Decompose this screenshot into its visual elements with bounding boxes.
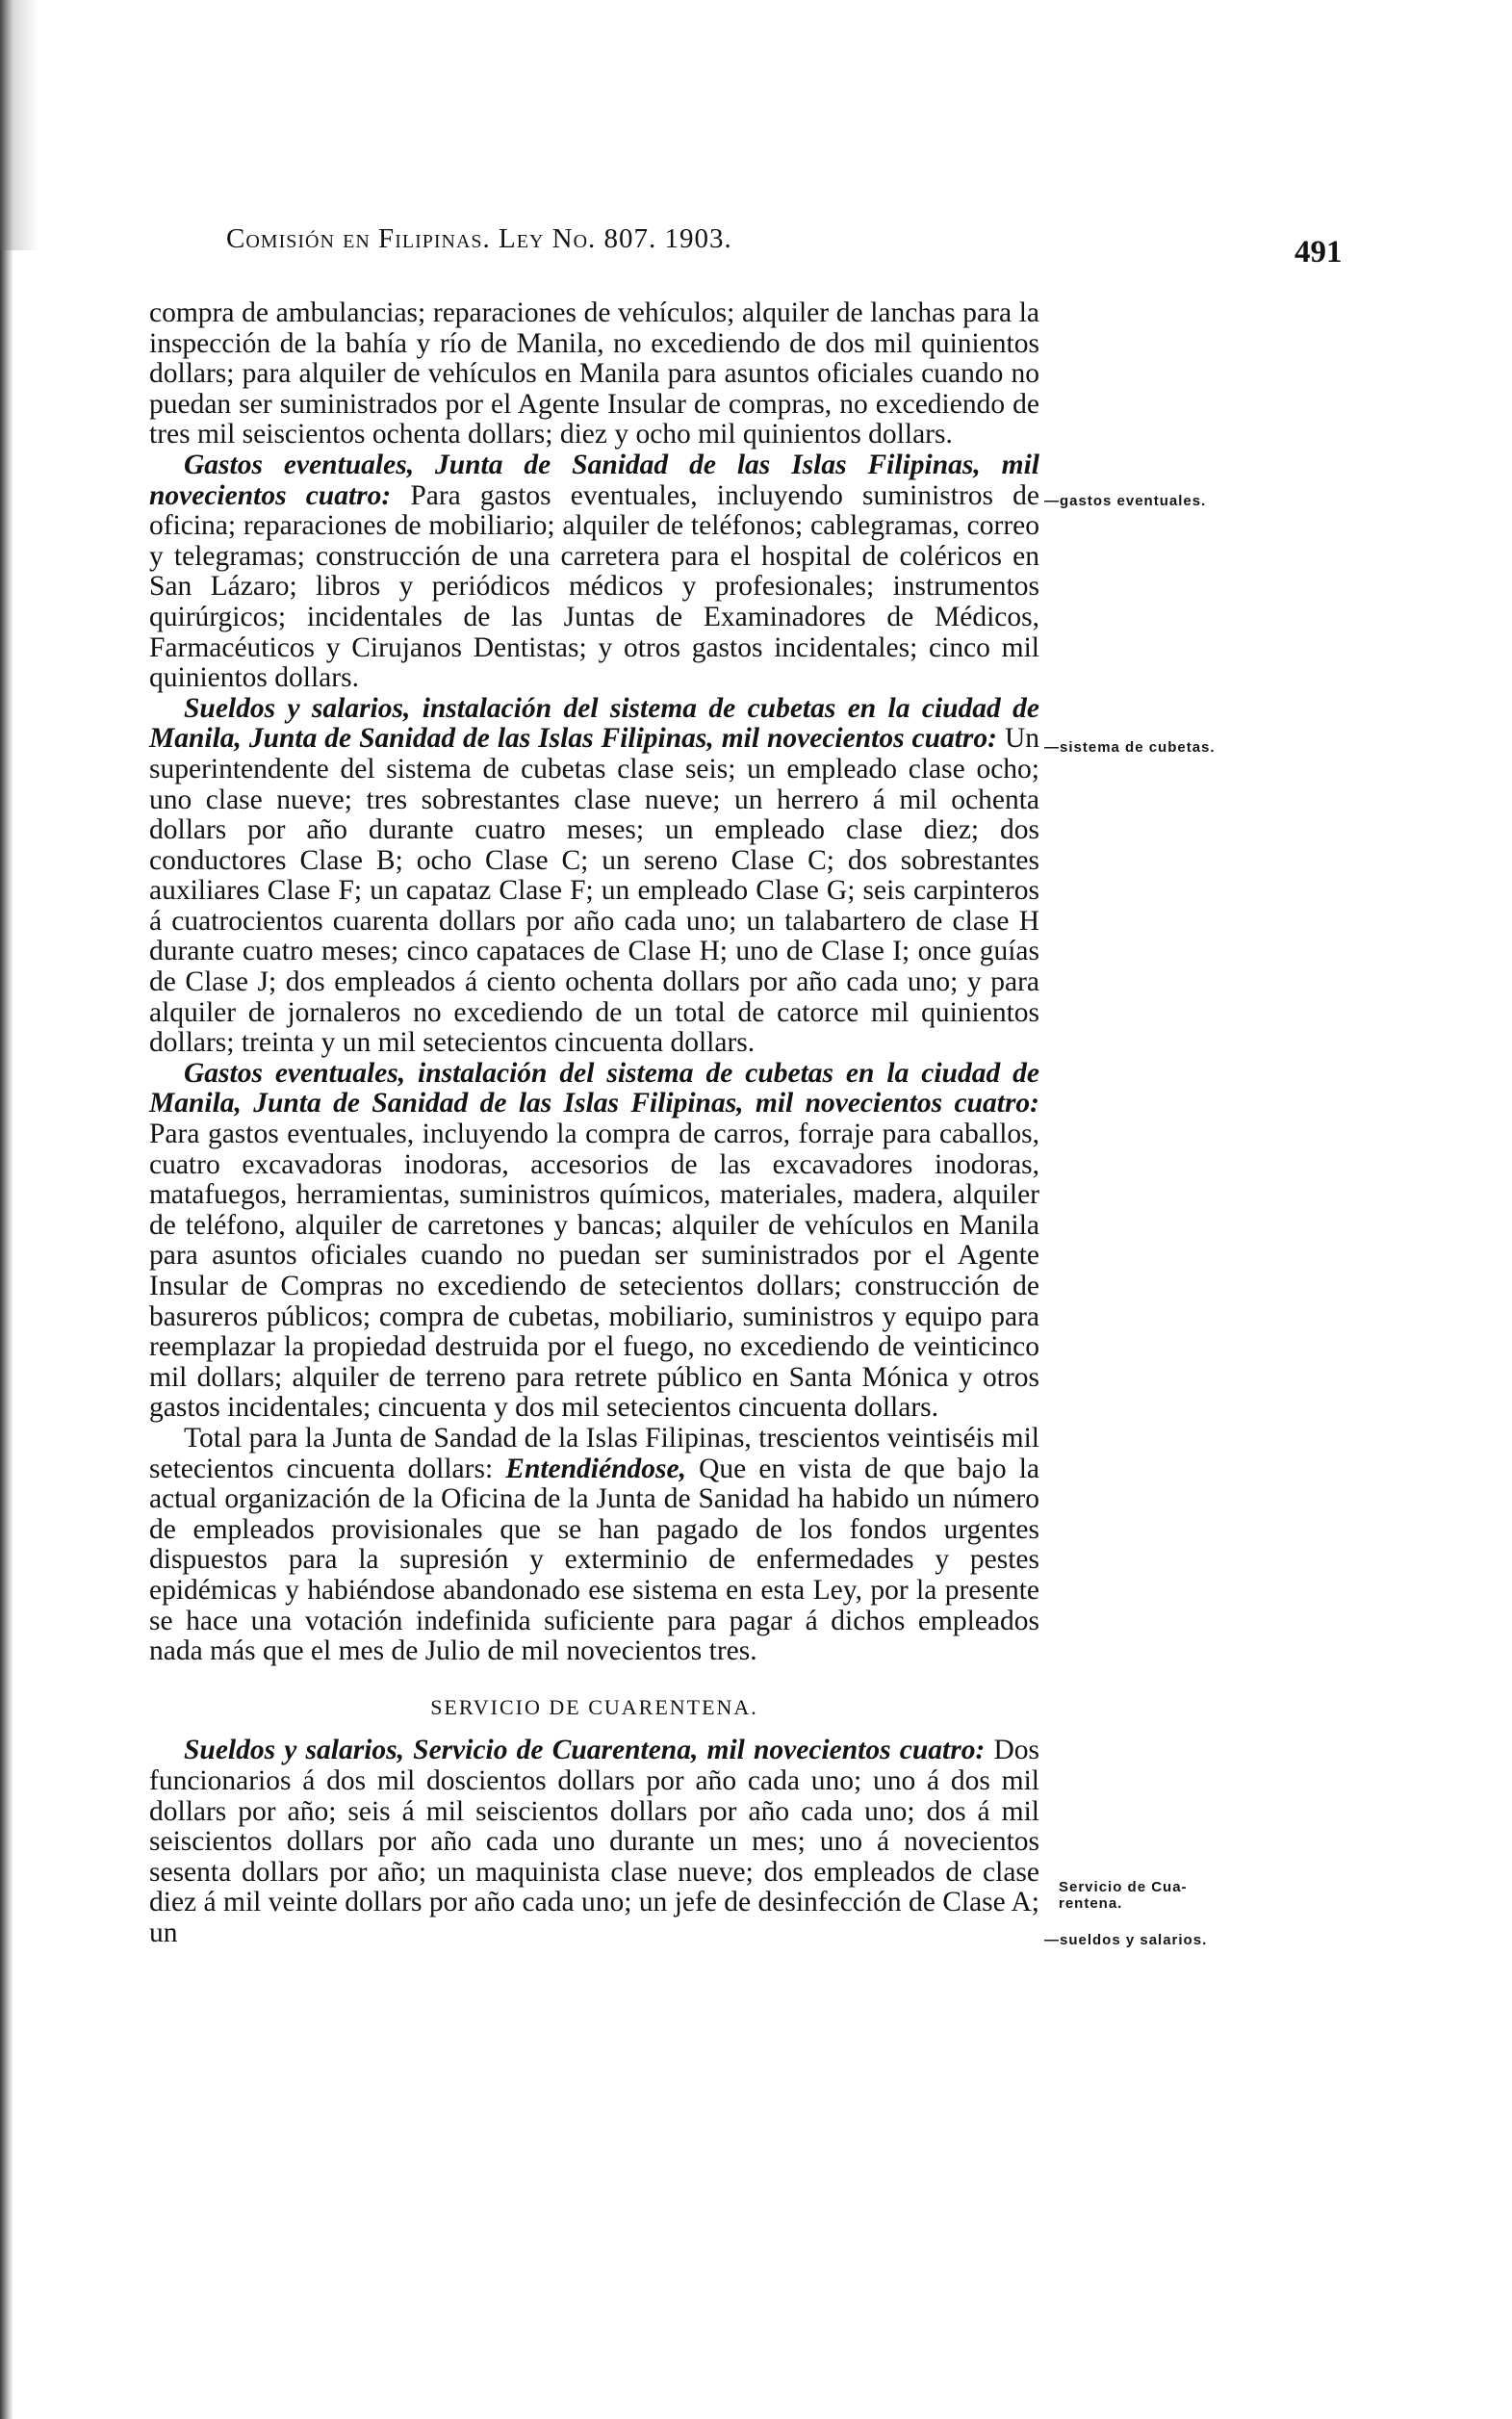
running-head: Comisión en Filipinas. Ley No. 807. 1903.: [226, 223, 732, 254]
paragraph-sueldos-cuarentena: [149, 1736, 1039, 1948]
paragraph-sueldos-cubetas: [149, 694, 1039, 1059]
paragraph-6-text: Dos funcionarios á dos mil doscientos dollars por año cada uno; uno á dos mil dollars por año; seis á mil seiscientos dollars por año cada uno; dos á mil seiscientos dollars por año cada uno durante un mes; uno á novecientos sesenta dollars por año; un maquinista clase nueve; dos empleados de clase diez á mil veinte dollars por año cada uno; un jefe de desinfección de Clase A; un: [149, 1735, 1039, 1948]
margin-note-servicio-line1: Servicio de Cua-: [1059, 1879, 1188, 1895]
paragraph-3-lead: Sueldos y salarios, instalación del sistema de cubetas en la ciudad de Manila, Junta de Sanidad de las Islas Filipinas, mil novecientos cuatro:: [149, 692, 1039, 755]
paragraph-1: [149, 298, 1039, 450]
margin-note-sueldos: —sueldos y salarios.: [1044, 1932, 1208, 1948]
paragraph-gastos-cubetas: [149, 1059, 1039, 1424]
section-heading: SERVICIO DE CUARENTENA.: [430, 1694, 758, 1719]
paragraph-6-lead: Sueldos y salarios, Servicio de Cuarentena, mil novecientos cuatro:: [184, 1735, 986, 1766]
body-text: [149, 298, 1039, 1948]
page-binding-shadow-top: [0, 0, 38, 250]
paragraph-3-text: Un superintendente del sistema de cubetas clase seis; un empleado clase ocho; uno clase nueve; tres sobrestantes clase nueve; un herrero á mil ochenta dollars por año durante cuatro meses; un empleado clase diez; dos conductores Clase B; ocho Clase C; un sereno Clase C; dos sobrestantes auxiliares Clase F; un capataz Clase F; un empleado Clase G; seis carpinteros á cuatrocientos cuarenta dollars por año cada uno; un talabartero de clase H durante cuatro meses; cinco capataces de Clase H; uno de Clase I; once guías de Clase J; dos empleados á ciento ochenta dollars por año cada uno; y para alquiler de jornaleros no excediendo de un total de catorce mil quinientos dollars; treinta y un mil setecientos cincuenta dollars.: [149, 723, 1039, 1059]
page-number: 491: [1294, 235, 1343, 270]
margin-note-servicio: [1059, 1879, 1188, 1912]
margin-note-gastos: —gastos eventuales.: [1044, 493, 1207, 509]
margin-note-servicio-line2: rentena.: [1059, 1895, 1123, 1912]
page-binding-shadow: [0, 0, 13, 2419]
paragraph-5-text-before: Total para la Junta de Sandad de la Islas Filipinas, trescientos veintiséis mil setecientos cincuenta dollars:: [149, 1422, 1039, 1484]
paragraph-2-text: Para gastos eventuales, incluyendo suministros de oficina; reparaciones de mobiliario; alquiler de teléfonos; cablegramas, correo y telegramas; construcción de una carretera para el hospital de coléricos en San Lázaro; libros y periódicos médicos y profesionales; instrumentos quirúrgicos; incidentales de las Juntas de Examinadores de Médicos, Farmacéuticos y Cirujanos Dentistas; y otros gastos incidentales; cinco mil quinientos dollars.: [149, 479, 1040, 694]
paragraph-1-text: compra de ambulancias; reparaciones de vehículos; alquiler de lanchas para la inspección de la bahía y río de Manila, no excediendo de dos mil quinientos dollars; para alquiler de vehículos en Manila para asuntos oficiales cuando no puedan ser suministrados por el Agente Insular de compras, no excediendo de tres mil seiscientos ochenta dollars; diez y ocho mil quinientos dollars.: [149, 297, 1039, 450]
paragraph-5-text: Que en vista de que bajo la actual organización de la Oficina de la Junta de Sanidad ha habido un número de empleados provisionales que se han pagado de los fondos urgentes dispuestos para la supresión y exterminio de enfermedades y pestes epidémicas y habiéndose abandonado ese sistema en esta Ley, por la presente se hace una votación indefinida suficiente para pagar á dichos empleados nada más que el mes de Julio de mil novecientos tres.: [149, 1453, 1039, 1667]
paragraph-4-text: Para gastos eventuales, incluyendo la compra de carros, forraje para caballos, cuatro excavadoras inodoras, accesorios de las excavadores inodoras, matafuegos, herramientas, suministros químicos, materiales, madera, alquiler de teléfono, alquiler de carretones y bancas; alquiler de vehículos en Manila para asuntos oficiales cuando no puedan ser suministrados por el Agente Insular de Compras no excediendo de setecientos dollars; construcción de basureros públicos; compra de cubetas, mobiliario, suministros y equipo para reemplazar la propiedad destruida por el fuego, no excediendo de veinticinco mil dollars; alquiler de terreno para retrete público en Santa Mónica y otros gastos incidentales; cincuenta y dos mil setecientos cincuenta dollars.: [149, 1119, 1039, 1424]
paragraph-2-lead: Gastos eventuales, Junta de Sanidad de las Islas Filipinas, mil novecientos cuatro:: [149, 449, 1039, 511]
margin-note-cubetas: —sistema de cubetas.: [1044, 739, 1216, 756]
paragraph-total-sanidad: [149, 1424, 1039, 1667]
paragraph-4-lead: Gastos eventuales, instalación del sistema de cubetas en la ciudad de Manila, Junta de Sanidad de las Islas Filipinas, mil novecientos cuatro:: [149, 1057, 1039, 1119]
paragraph-5-italic: Entendiéndose,: [505, 1453, 686, 1484]
paragraph-gastos-eventuales-sanidad: [149, 450, 1039, 694]
